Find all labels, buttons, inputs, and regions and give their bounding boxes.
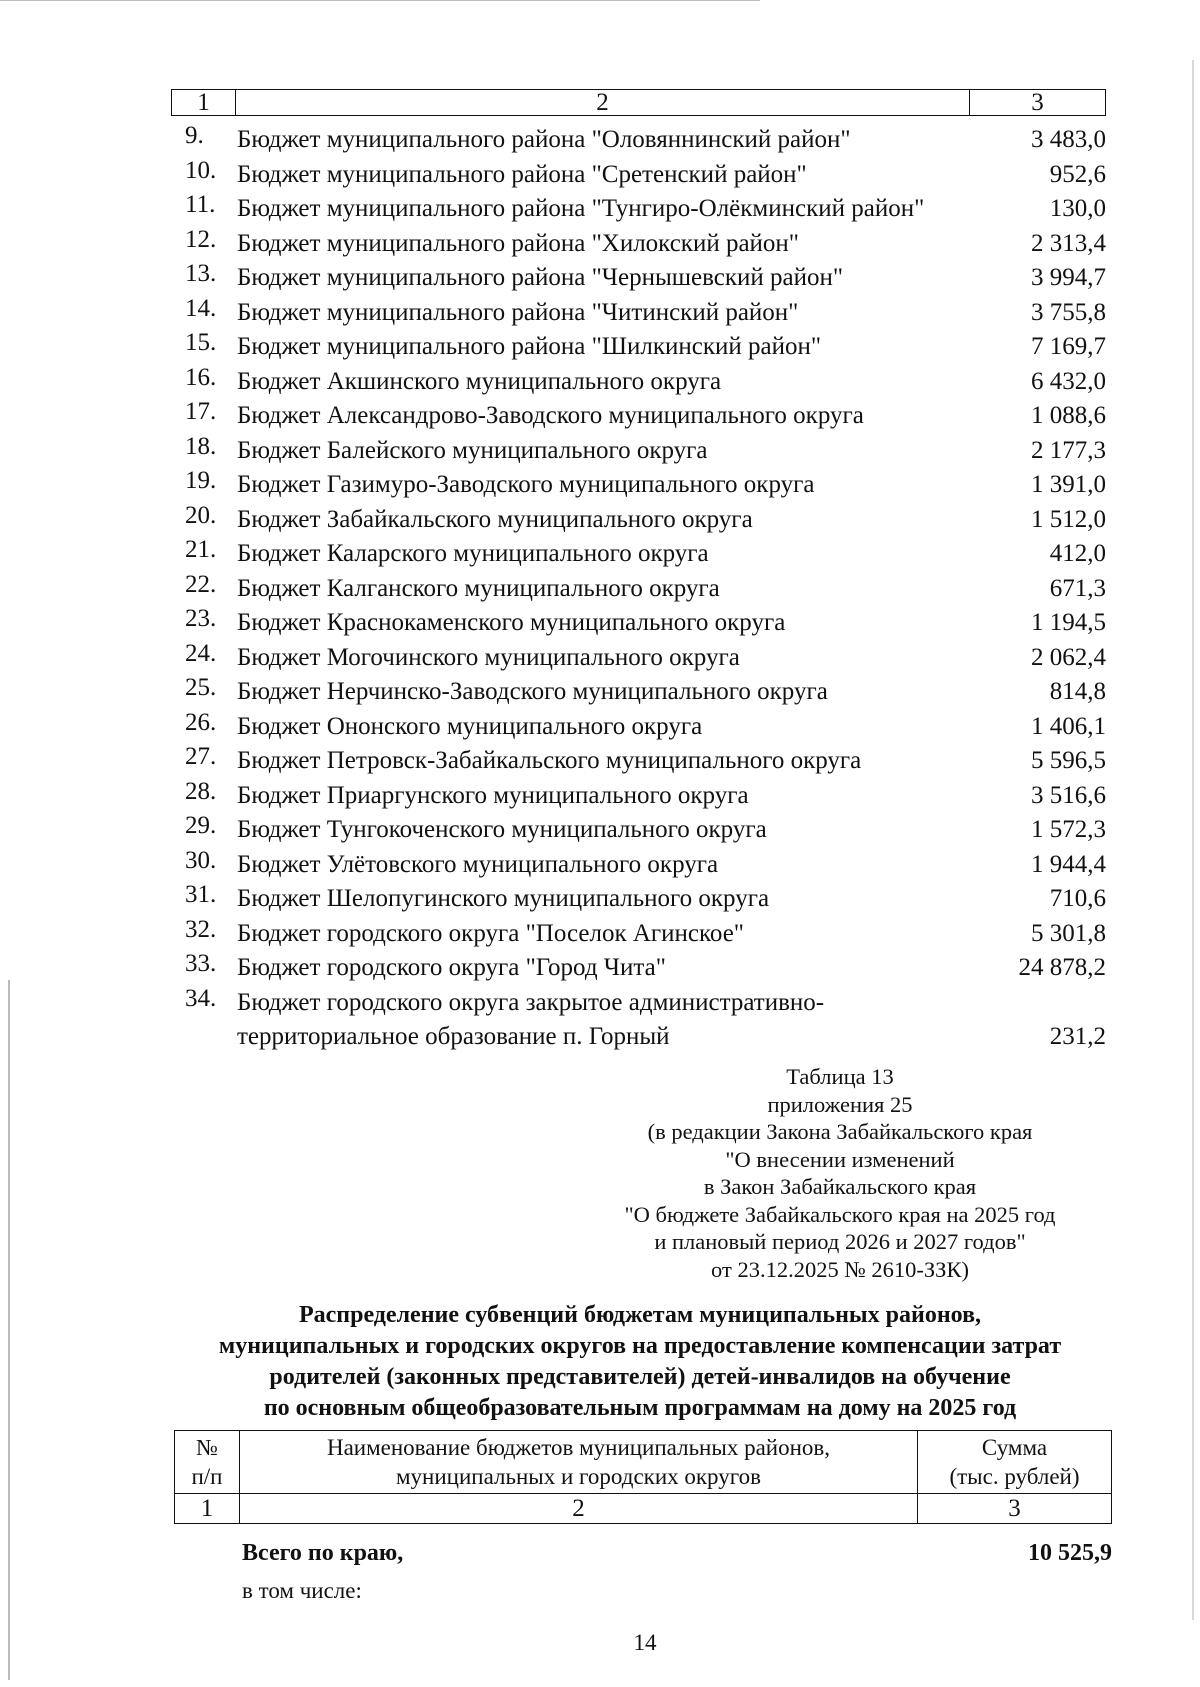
row-budget-name: Бюджет Каларского муниципального округа [237,540,709,567]
annotation-line: приложения 25 [767,1091,913,1117]
row-budget-name: Бюджет муниципального района "Оловяннинский район" [237,126,851,153]
table-row [171,951,1106,986]
table-row [171,848,1106,883]
row-amount: 412,0 [1049,540,1106,567]
row-budget-name-line1: Бюджет городского округа закрытое административно- [237,988,825,1016]
section-title [160,1300,1120,1424]
including-label: в том числе: [242,1578,362,1603]
row-budget-name: Бюджет Александрово-Заводского муниципального округа [237,402,864,429]
table-row [171,503,1106,538]
row-amount: 24 878,2 [1018,954,1106,981]
row-amount: 7 169,7 [1031,333,1106,360]
title-line: муниципальных и городских округов на предоставление компенсации затрат [218,1333,1062,1359]
row-budget-name: Бюджет Нерчинско-Заводского муниципального округа [237,678,828,705]
row-amount: 1 194,5 [1031,609,1106,636]
table-row [171,744,1106,779]
table2-header [174,1430,1112,1524]
row-number: 18. [185,432,217,460]
table-row [171,192,1106,227]
scan-edge-right [1192,60,1194,1620]
row-amount: 3 483,0 [1031,126,1106,153]
table2-col-number-line1: № [196,1435,218,1460]
row-number: 21. [185,536,217,563]
row-number: 30. [185,846,217,874]
table-row [171,158,1106,193]
table1-header-col2: 2 [236,90,970,115]
table-row [171,227,1106,262]
row-number: 25. [185,674,217,701]
row-budget-name: Бюджет муниципального района "Хилокский район" [237,229,800,257]
annotation-line: "О внесении изменений [725,1146,955,1172]
row-amount: 3 516,6 [1031,781,1106,809]
title-line: родителей (законных представителей) детей-инвалидов на обучение [269,1364,1011,1390]
row-number: 27. [185,743,217,770]
table-row [171,986,1106,1056]
row-budget-name: Бюджет муниципального района "Чернышевский район" [237,264,844,291]
row-amount: 1 391,0 [1031,471,1106,498]
row-number: 26. [185,708,217,736]
row-number: 20. [185,501,217,529]
row-number: 19. [185,467,217,494]
table-row [171,434,1106,469]
row-amount: 130,0 [1049,195,1106,222]
row-budget-name: Бюджет Калганского муниципального округа [237,574,720,602]
row-number: 32. [185,915,217,943]
row-number: 22. [185,570,217,598]
scan-edge-top [0,0,760,4]
table-row [171,399,1106,434]
table-annotation [560,1063,1120,1283]
row-amount: 710,6 [1049,885,1106,912]
table-row [171,779,1106,814]
row-number: 10. [185,156,217,184]
row-amount: 952,6 [1049,160,1106,188]
row-amount: 1 572,3 [1031,816,1106,843]
table1-header-col3: 3 [1031,89,1044,116]
row-budget-name-line2: территориальное образование п. Горный [237,1022,670,1050]
row-amount: 814,8 [1049,678,1106,705]
row-number: 33. [185,950,217,977]
table2-col-number [175,1431,240,1493]
row-number: 13. [185,260,217,287]
annotation-line: Таблица 13 [786,1064,894,1089]
table-row [171,606,1106,641]
row-amount: 231,2 [1049,1022,1106,1050]
table-row [171,641,1106,676]
annotation-line: в Закон Забайкальского края [703,1174,977,1199]
row-budget-name: Бюджет Балейского муниципального округа [237,436,708,464]
row-number: 9. [185,122,204,149]
table-row [171,813,1106,848]
row-budget-name: Бюджет Шелопугинского муниципального округа [237,885,770,912]
table2-index-col2: 2 [240,1494,918,1523]
row-budget-name: Бюджет Забайкальского муниципального округа [237,505,753,533]
row-budget-name: Бюджет Петровск-Забайкальского муниципального округа [237,747,862,774]
row-amount: 5 301,8 [1031,919,1106,947]
annotation-line: от 23.12.2025 № 2610-ЗЗК) [711,1256,969,1282]
table2-col-name-line2: муниципальных и городских округов [396,1464,761,1489]
row-number: 24. [185,639,217,667]
table-row [171,468,1106,503]
table2-col-sum-line2: (тыс. рублей) [949,1464,1080,1489]
table-row [171,261,1106,296]
row-budget-name: Бюджет городского округа "Город Чита" [237,954,666,981]
row-amount: 6 432,0 [1031,367,1106,395]
row-budget-name: Бюджет Газимуро-Заводского муниципального округа [237,471,815,498]
table-row [171,537,1106,572]
table2-col-number-line2: п/п [191,1464,223,1489]
row-number: 29. [185,812,217,839]
annotation-line: и плановый период 2026 и 2027 годов" [654,1229,1026,1254]
table2-header-row [175,1431,1111,1493]
annotation-line: "О бюджете Забайкальского края на 2025 год [624,1201,1056,1227]
table-row [171,365,1106,400]
title-line: Распределение субвенций бюджетам муниципальных районов, [298,1302,982,1328]
row-number: 16. [185,363,217,391]
row-amount: 1 088,6 [1031,402,1106,429]
table2-index-col3: 3 [1008,1495,1021,1522]
table-row [171,675,1106,710]
row-budget-name: Бюджет муниципального района "Читинский район" [237,298,799,326]
row-budget-name: Бюджет Ононского муниципального округа [237,712,703,740]
row-budget-name: Бюджет муниципального района "Сретенский район" [237,160,807,188]
table1-header-col1: 1 [172,90,236,115]
row-budget-name: Бюджет Краснокаменского муниципального округа [237,609,786,636]
row-number: 34. [185,984,217,1012]
row-budget-name [237,986,937,1054]
row-amount: 1 406,1 [1031,712,1106,740]
table1-body [171,123,1106,1056]
row-budget-name: Бюджет Тунгокоченского муниципального округа [237,816,767,843]
page-number: 14 [633,1630,657,1655]
row-budget-name: Бюджет Приаргунского муниципального округа [237,781,749,809]
table1-header-row [171,89,1106,116]
table-row [171,917,1106,952]
scan-edge-left [8,980,10,1680]
row-amount: 3 994,7 [1031,264,1106,291]
row-amount: 1 944,4 [1031,850,1106,878]
table2-index-col1: 1 [175,1494,240,1523]
row-amount: 671,3 [1049,574,1106,602]
table-row [171,330,1106,365]
total-value: 10 525,9 [1028,1540,1112,1566]
row-budget-name: Бюджет муниципального района "Тунгиро-Олёкминский район" [237,195,925,222]
table-row [171,710,1106,745]
total-row [242,1535,1112,1571]
table-row [171,882,1106,917]
row-amount: 3 755,8 [1031,298,1106,326]
table-row [171,123,1106,158]
table2-col-name [240,1431,918,1493]
table2-col-name-line1: Наименование бюджетов муниципальных районов, [326,1435,831,1460]
table2-col-sum-line1: Сумма [981,1435,1048,1460]
row-amount: 1 512,0 [1031,505,1106,533]
row-budget-name: Бюджет Могочинского муниципального округа [237,643,740,671]
row-number: 11. [185,191,216,218]
table-row [171,296,1106,331]
table2-col-sum [918,1431,1111,1493]
row-number: 17. [185,398,217,425]
row-budget-name: Бюджет Акшинского муниципального округа [237,367,722,395]
row-budget-name: Бюджет Улётовского муниципального округа [237,850,719,878]
row-budget-name: Бюджет муниципального района "Шилкинский район" [237,333,822,360]
table-row [171,572,1106,607]
row-amount: 2 313,4 [1031,229,1106,257]
row-amount: 2 177,3 [1031,436,1106,464]
title-line: по основным общеобразовательным программам на дому на 2025 год [263,1395,1017,1421]
row-number: 28. [185,777,217,805]
row-number: 14. [185,294,217,322]
total-label: Всего по краю, [242,1540,404,1566]
row-amount: 5 596,5 [1031,747,1106,774]
annotation-line: (в редакции Закона Забайкальского края [647,1119,1033,1144]
table2-index-row [175,1493,1111,1523]
row-number: 15. [185,329,217,356]
row-number: 23. [185,605,217,632]
row-amount: 2 062,4 [1031,643,1106,671]
row-number: 12. [185,225,217,253]
row-number: 31. [185,881,217,908]
row-budget-name: Бюджет городского округа "Поселок Агинское" [237,919,744,947]
